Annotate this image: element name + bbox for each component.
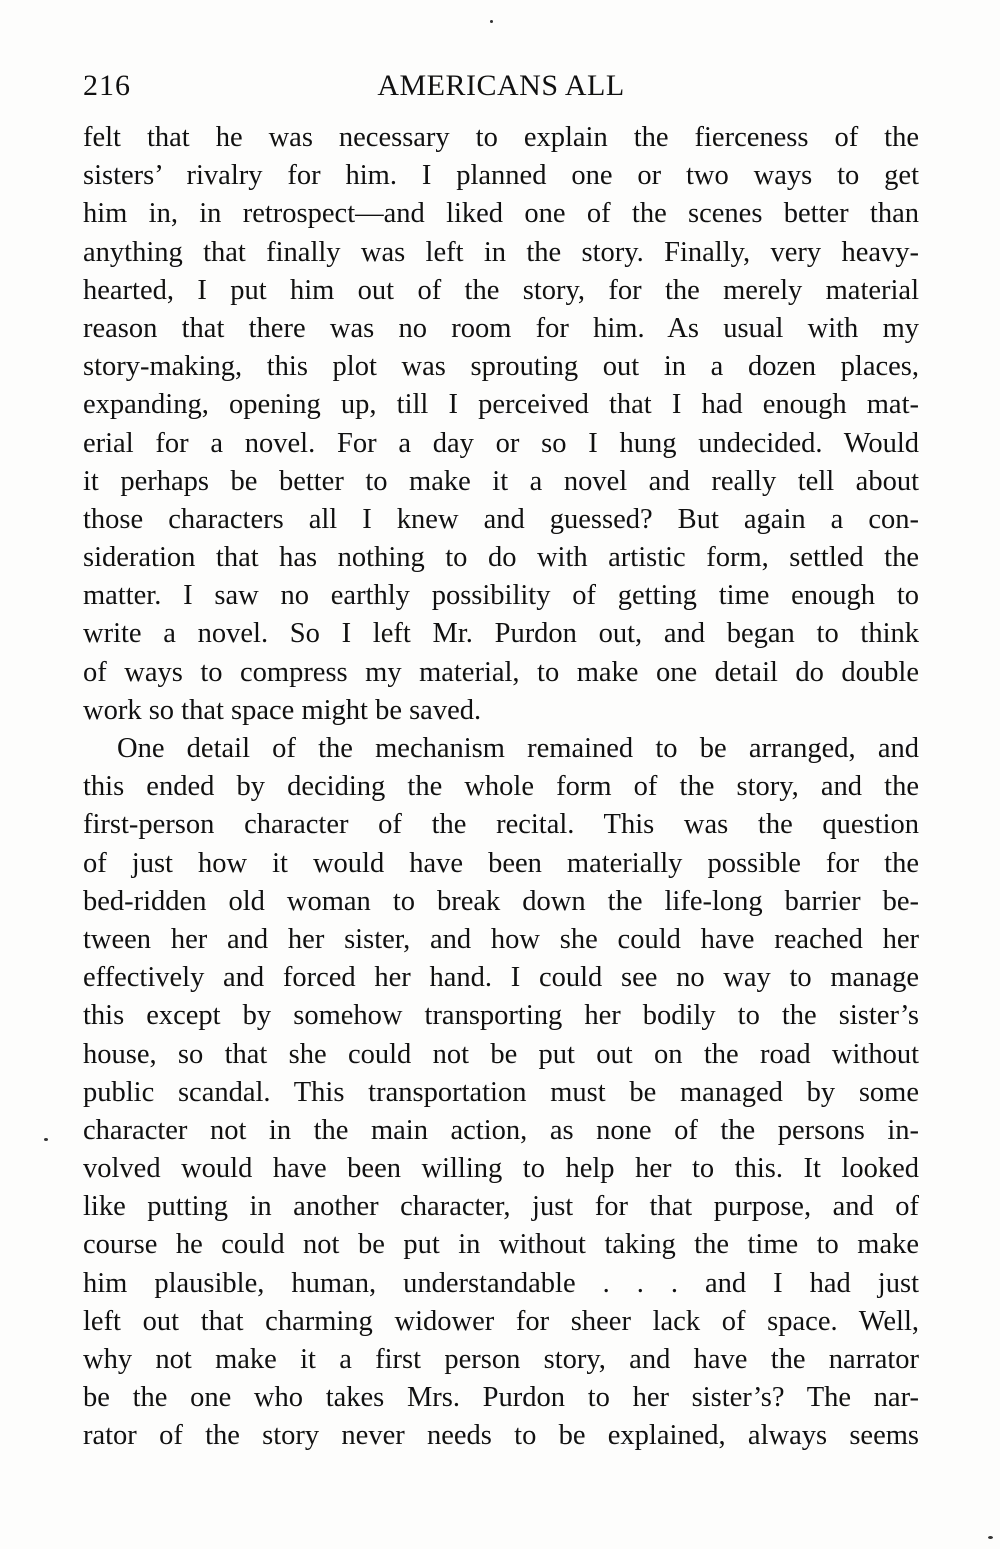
text-line: felt that he was necessary to explain the fierceness of the xyxy=(83,122,919,153)
scan-speck xyxy=(490,20,493,23)
text-line: tween her and her sister, and how she could have reached her xyxy=(83,923,919,955)
text-line: of ways to compress my material, to make one detail do double xyxy=(83,656,919,688)
running-head xyxy=(83,64,919,108)
body-text xyxy=(83,119,919,1456)
text-line: sideration that has nothing to do with artistic form, settled the xyxy=(83,542,919,574)
scan-speck xyxy=(44,1138,48,1141)
text-line: house, so that she could not be put out on the road without xyxy=(83,1038,919,1070)
text-line: this except by somehow transporting her bodily to the sister’s xyxy=(83,1000,919,1032)
text-line: those characters all I knew and guessed? But again a con- xyxy=(83,503,919,535)
text-line: write a novel. So I left Mr. Purdon out, and began to think xyxy=(83,618,919,650)
text-line: course he could not be put in without taking the time to make xyxy=(83,1229,919,1261)
text-line: bed-ridden old woman to break down the life-long barrier be- xyxy=(83,885,919,917)
paragraph xyxy=(83,730,919,1456)
text-line: this ended by deciding the whole form of the story, and the xyxy=(83,771,919,803)
paragraph xyxy=(83,119,919,730)
text-line: character not in the main action, as none of the persons in- xyxy=(83,1114,919,1146)
text-line: like putting in another character, just for that purpose, and of xyxy=(83,1191,919,1223)
text-line: work so that space might be saved. xyxy=(83,694,482,726)
text-line: sisters’ rivalry for him. I planned one or two ways to get xyxy=(83,160,919,192)
text-line: story-making, this plot was sprouting out in a dozen places, xyxy=(83,351,919,383)
text-line: hearted, I put him out of the story, for the merely material xyxy=(83,274,919,306)
scan-speck xyxy=(988,1536,993,1539)
text-line: matter. I saw no earthly possibility of getting time enough to xyxy=(83,580,919,612)
text-line: effectively and forced her hand. I could see no way to manage xyxy=(83,962,919,994)
text-line: be the one who takes Mrs. Purdon to her sister’s? The nar- xyxy=(83,1382,919,1414)
text-line: public scandal. This transportation must be managed by some xyxy=(83,1076,919,1108)
text-line: him in, in retrospect—and liked one of the scenes better than xyxy=(83,198,919,230)
page-number: 216 xyxy=(83,69,131,102)
text-line: erial for a novel. For a day or so I hung undecided. Would xyxy=(83,427,919,459)
text-line: first-person character of the recital. This was the question xyxy=(83,809,919,841)
text-line: One detail of the mechanism remained to be arranged, and xyxy=(117,733,919,764)
text-line: rator of the story never needs to be explained, always seems xyxy=(83,1420,919,1452)
text-line: him plausible, human, understandable . . . and I had just xyxy=(83,1267,919,1299)
page-header-title: AMERICANS ALL xyxy=(377,69,625,102)
text-line: of just how it would have been materially possible for the xyxy=(83,847,919,879)
text-line: why not make it a first person story, and have the narrator xyxy=(83,1344,919,1375)
text-line: reason that there was no room for him. As usual with my xyxy=(83,312,919,344)
text-line: it perhaps be better to make it a novel and really tell about xyxy=(83,465,919,497)
text-line: left out that charming widower for sheer lack of space. Well, xyxy=(83,1305,919,1337)
text-line: anything that finally was left in the story. Finally, very heavy- xyxy=(83,236,919,268)
text-line: volved would have been willing to help her to this. It looked xyxy=(83,1153,919,1185)
text-line: expanding, opening up, till I perceived that I had enough mat- xyxy=(83,389,919,421)
